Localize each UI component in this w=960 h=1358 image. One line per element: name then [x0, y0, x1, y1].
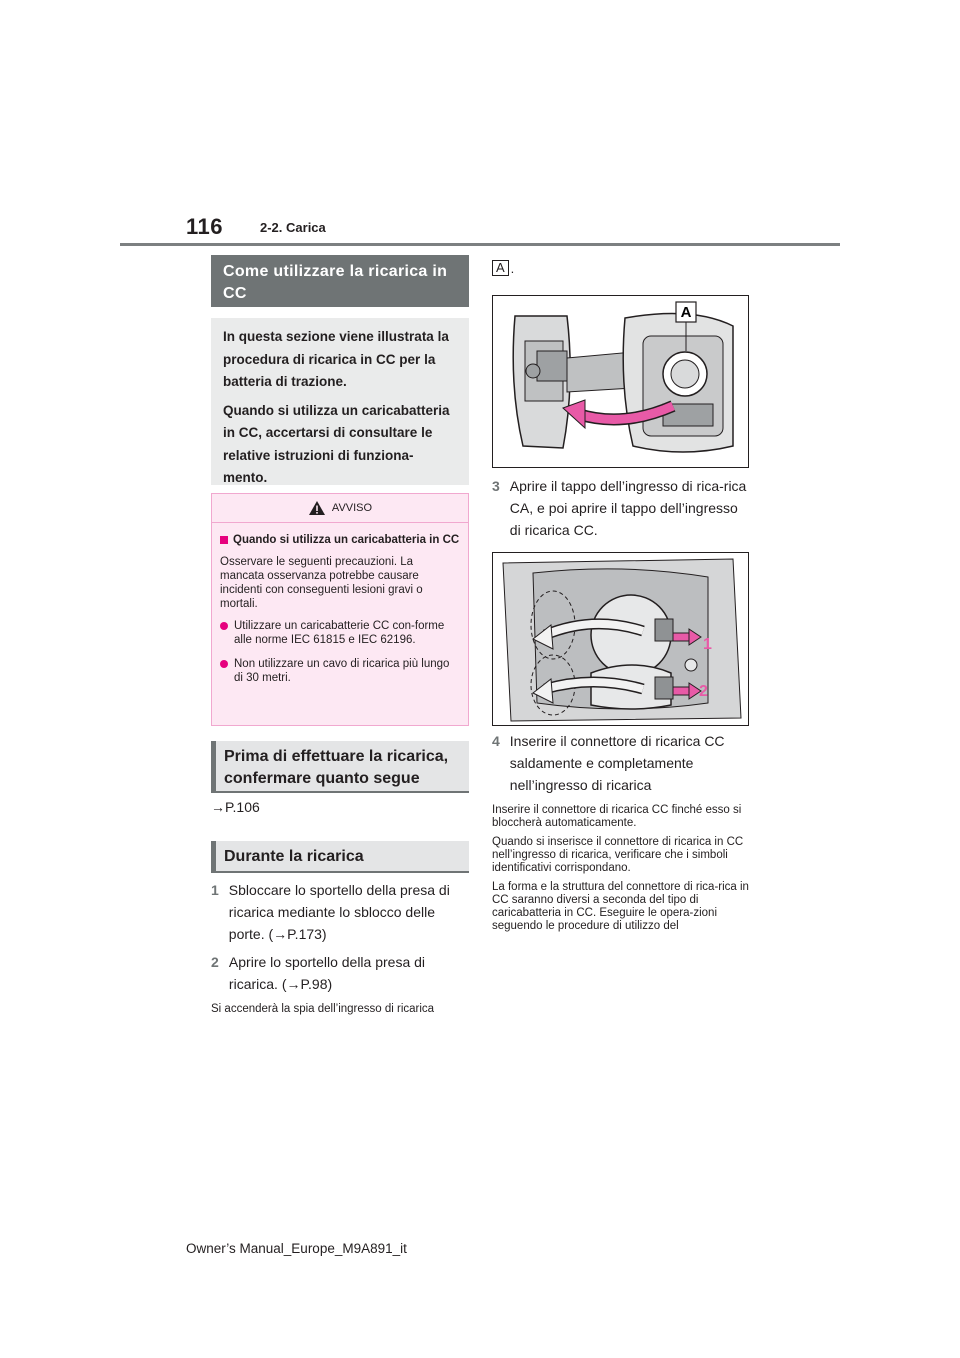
- warning-bullet-text: Non utilizzare un cavo di ricarica più lungo di 30 metri.: [234, 658, 450, 684]
- footer-manual-id: Owner’s Manual_Europe_M9A891_it: [186, 1241, 407, 1256]
- warning-subtitle-row: [220, 533, 460, 547]
- step-number: 4: [492, 733, 500, 749]
- intro-box: [211, 318, 469, 485]
- warning-triangle-icon: [308, 500, 326, 516]
- step-number: 3: [492, 478, 500, 494]
- label-a-box: A: [492, 260, 509, 276]
- step-2-note: Si accenderà la spia dell’ingresso di ricarica: [211, 1003, 435, 1015]
- charging-port-door-illustration: [492, 295, 749, 468]
- header-rule: [120, 243, 840, 246]
- step-4-note: Quando si inserisce il connettore di ricarica in CC nell’ingresso di ricarica, verificare che i simboli identificativi corrispondano.: [492, 836, 744, 874]
- step-text: Aprire il tappo dell’ingresso di rica-rica CA, e poi aprire il tappo dell’ingresso di ricarica CC.: [509, 478, 747, 538]
- step-number: 2: [211, 954, 219, 970]
- label-a-suffix: .: [510, 261, 515, 276]
- step-4-note: La forma e la struttura del connettore di rica-rica in CC saranno diversi a seconda del tipo di caricabatteria in CC. Eseguire le opera-zioni seguendo le procedure di utilizzo del: [492, 881, 749, 932]
- intro-paragraph-2: Quando si utilizza un caricabatteria in CC, accertarsi di consultare le relative istruzioni di funziona-mento.: [223, 402, 450, 485]
- figure-label-a: A: [680, 304, 692, 321]
- step-2: [211, 951, 469, 995]
- warning-label: AVVISO: [331, 502, 373, 514]
- square-bullet-icon: [220, 536, 228, 544]
- warning-header: [212, 494, 468, 523]
- step-text: Aprire lo sportello della presa di ricarica. (→P.98): [228, 954, 426, 992]
- charging-port-door-drawing: [493, 296, 748, 467]
- warning-bullet: [220, 619, 460, 647]
- page-number: 116: [186, 214, 223, 239]
- charging-inlet-caps-illustration: [492, 552, 749, 726]
- section-heading-before: Prima di effettuare la ricarica, confermare quanto segue: [211, 741, 469, 793]
- section-heading-during: Durante la ricarica: [211, 841, 469, 873]
- figure-label-1: 1: [703, 636, 712, 653]
- round-bullet-icon: [220, 622, 228, 630]
- figure-a-reference: [492, 260, 514, 276]
- figure-label-2: 2: [699, 683, 708, 700]
- step-3-block: [492, 475, 752, 541]
- steps-left: [211, 879, 469, 1016]
- step-number: 1: [211, 882, 219, 898]
- charging-inlet-caps-drawing: [493, 553, 748, 725]
- step-text: Sbloccare lo sportello della presa di ricarica mediante lo sblocco delle porte. (→P.173): [228, 882, 450, 942]
- page-title: Come utilizzare la ricarica in CC: [211, 255, 469, 307]
- intro-paragraph-1: In questa sezione viene illustrata la procedura di ricarica in CC per la batteria di trazione.: [223, 329, 449, 389]
- step-4-block: [492, 730, 752, 933]
- step-text: Inserire il connettore di ricarica CC saldamente e completamente nell’ingresso di ricarica: [509, 733, 725, 793]
- round-bullet-icon: [220, 660, 228, 668]
- step-1: [211, 879, 469, 945]
- step-4-note: Inserire il connettore di ricarica CC finché esso si bloccherà automaticamente.: [492, 804, 742, 829]
- cross-reference: →P.106: [211, 799, 260, 815]
- warning-subtitle: Quando si utilizza un caricabatteria in CC: [233, 534, 460, 546]
- warning-bullet-text: Utilizzare un caricabatterie CC con-forme alle norme IEC 61815 e IEC 62196.: [234, 620, 445, 646]
- step-4: [492, 730, 752, 796]
- section-label: 2-2. Carica: [260, 220, 326, 235]
- warning-text: Osservare le seguenti precauzioni. La mancata osservanza potrebbe causare incidenti con conseguenti lesioni gravi o mortali.: [220, 556, 423, 610]
- step-3: [492, 475, 752, 541]
- warning-box: [211, 493, 469, 726]
- warning-bullet: [220, 657, 460, 685]
